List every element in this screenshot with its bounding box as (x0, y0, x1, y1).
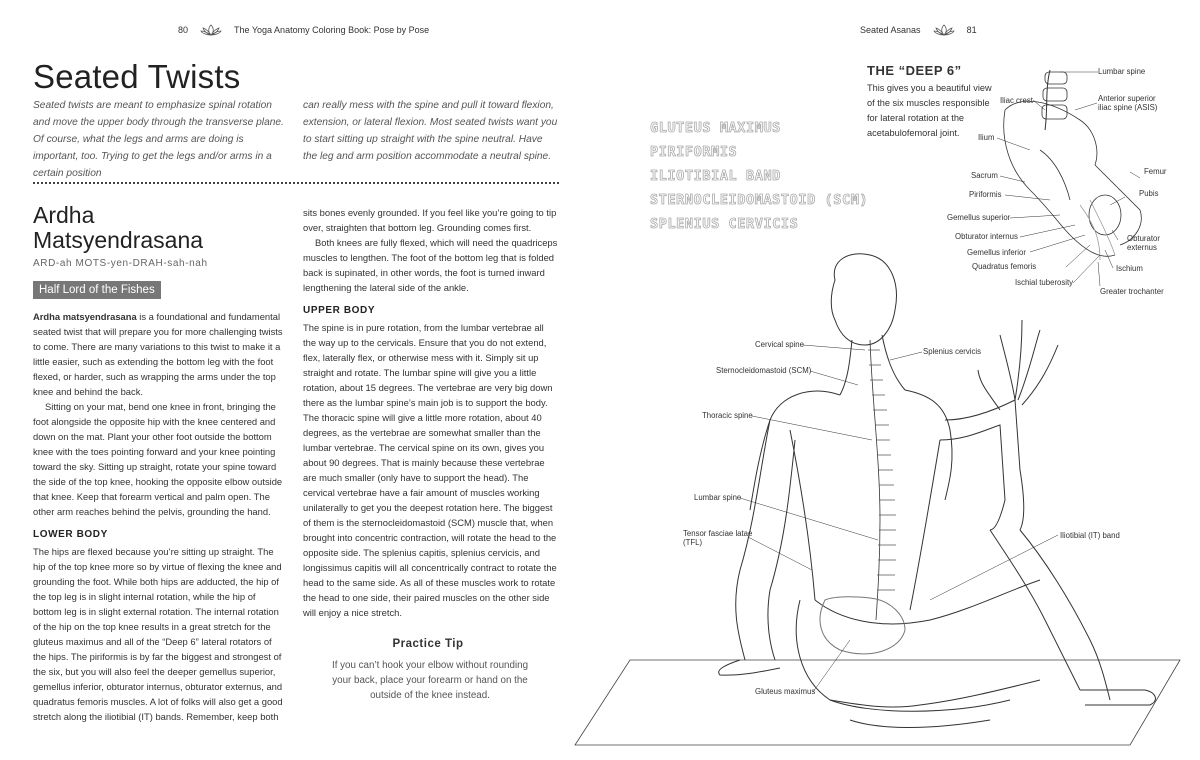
label-scm: Sternocleidomastoid (SCM) (716, 366, 812, 375)
yoga-mat (575, 660, 1180, 745)
label-iliac-crest: Iliac crest (1000, 96, 1033, 105)
left-page-number: 80 (178, 25, 189, 35)
paragraph-knees: Both knees are fully flexed, which will need the quadriceps muscles to lengthen. The foot of the bottom leg that is folded back is supinated, in other words, the foot is turned inward lengthening the lateral side of the ankle. (303, 237, 558, 293)
lower-body-heading: LOWER BODY (33, 529, 108, 540)
color-key-iliotibial-band: ILIOTIBIAL BAND (650, 168, 781, 184)
label-obturator-internus: Obturator internus (955, 232, 1018, 241)
label-sacrum: Sacrum (971, 171, 998, 180)
label-ilium: Ilium (978, 133, 995, 142)
label-cervical-spine: Cervical spine (755, 340, 804, 349)
paragraph-grounding: sits bones evenly grounded. If you feel like you’re going to tip over, straighten that bottom leg. Grounding comes first. (303, 207, 557, 233)
paragraph-upper-body: The spine is in pure rotation, from the lumbar vertebrae all the way up to the cervicals. Ensure that you do not extend, flex, laterally flex, or otherwise mess with it. Simply sit up straight and rotate. The lumbar spine will give you a little rotation, about 15 degrees. The vertebrae are very big down there as the lumbar spine’s main job is to support the body. The thoracic spine will give a little more rotation, about 40 degrees, as the vertebrae are somewhat smaller than the lumbar vertebrae. The cervical spine on its own, gives you about 90 degrees. That is mainly because these vertebrae are much smaller (only have to support the head). The cervical vertebrae have a fair amount of muscles working unilaterally to get you the deepest rotation here. The biggest of them is the sternocleidomastoid (SCM) muscle that, when brought into concentric contraction, will rotate the head to the opposite side. The splenius capitis, splenius cervicis, and longissimus capitis will all concentrically contract to rotate the head to the same side. As all of these muscles work to rotate the head to one side, their paired muscles on the other side will enjoy a nice stretch. (303, 322, 557, 618)
pose-name-line2: Matsyendrasana (33, 227, 204, 253)
label-asis: Anterior superior iliac spine (ASIS) (1098, 94, 1158, 112)
deep6-text: This gives you a beautiful view of the six muscles responsible for lateral rotation at the acetabulofemoral joint. (867, 83, 992, 138)
label-femur: Femur (1144, 167, 1167, 176)
upper-body-heading: UPPER BODY (303, 305, 376, 316)
label-lumbar-spine-inset: Lumbar spine (1098, 67, 1146, 76)
label-ischium: Ischium (1116, 264, 1143, 273)
label-splenius-cervicis: Splenius cervicis (923, 347, 982, 356)
label-greater-trochanter: Greater trochanter (1100, 287, 1164, 296)
pronunciation: ARD-ah MOTS-yen-DRAH-sah-nah (33, 258, 208, 269)
label-pubis: Pubis (1139, 189, 1159, 198)
label-piriformis-inset: Piriformis (969, 190, 1002, 199)
label-lumbar-spine: Lumbar spine (694, 493, 742, 502)
label-gemellus-superior: Gemellus superior (947, 213, 1011, 222)
label-quadratus-femoris: Quadratus femoris (972, 262, 1037, 271)
paragraph-setup: Sitting on your mat, bend one knee in front, bringing the foot alongside the opposite hip with the knee centered and down on the mat. Plant your other foot outside the bottom knee with the toes pointing forward and your knee pointing toward the sky. Sitting up straight, rotate your spine toward the side of the top knee, hooking the opposite elbow outside that knee. Keep that forearm vertical and palm open. The other arm reaches behind the pelvis, grounding the hand. (33, 401, 283, 517)
paragraph-intro: Ardha matsyendrasana is a foundational and fundamental seated twist that will prepare you for more challenging twists to come. There are many variations to this twist to make it a little easier, such as extending the bottom leg with the foot flexed, or harder, such as wrapping the arms under the top knee and behind the back. (33, 311, 283, 397)
label-gemellus-inferior: Gemellus inferior (967, 248, 1026, 257)
color-key-splenius-cervicis: SPLENIUS CERVICIS (650, 216, 799, 232)
label-gluteus-maximus: Gluteus maximus (755, 687, 816, 696)
book-title: The Yoga Anatomy Coloring Book: Pose by Pose (234, 25, 430, 35)
practice-tip-title: Practice Tip (392, 638, 464, 650)
color-key-scm: STERNOCLEIDOMASTOID (SCM) (650, 192, 869, 208)
intro-col2: can really mess with the spine and pull it toward flexion, extension, or lateral flexion. Most seated twists want you to start sitting up straight with the spine neutral. Have the leg and arm position accommodate a neutral spine. (303, 100, 558, 162)
right-page-number: 81 (966, 25, 977, 35)
practice-tip-text: If you can’t hook your elbow without rounding your back, place your forearm or hand on the outside of the knee instead. (331, 660, 529, 701)
seated-twist-figure (719, 254, 1156, 728)
label-tfl: Tensor fasciae latae (TFL) (683, 529, 753, 547)
intro-col1: Seated twists are meant to emphasize spinal rotation and move the upper body through the transverse plane. Of course, what the legs and arms are doing is important, too. Trying to get the legs and/or arms in a certain position (33, 100, 284, 179)
label-thoracic-spine: Thoracic spine (702, 411, 753, 420)
english-name-badge: Half Lord of the Fishes (33, 281, 161, 299)
paragraph-lower-body: The hips are flexed because you’re sitting up straight. The hip of the top knee more so by virtue of flexing the knee and grounding the foot. While both hips are adducted, the hip of the top leg is in slight internal rotation, while the hip of bottom leg is in slight external rotation. The internal rotation of the hip on the top knee results in a great stretch for the gluteus maximus and all of the “Deep 6” lateral rotators of the hips. The piriformis is by far the biggest and strongest of the six, but you will also feel the deeper gemellus superior, gemellus inferior, obturator internus, obturator externus, and quadratus femoris muscles. A lot of folks will also get a good stretch along the iliotibial (IT) bands. Remember, keep both (33, 546, 283, 722)
pose-name-line1: Ardha (33, 202, 95, 228)
label-ischial-tuberosity: Ischial tuberosity (1015, 278, 1074, 287)
color-key-piriformis: PIRIFORMIS (650, 144, 738, 160)
color-key-gluteus-maximus: GLUTEUS MAXIMUS (650, 120, 781, 136)
label-it-band: Iliotibial (IT) band (1060, 531, 1120, 540)
label-obturator-externus: Obturator externus (1127, 234, 1160, 252)
pose-term: Ardha matsyendrasana (33, 311, 137, 322)
section-title: Seated Twists (33, 58, 241, 95)
section-name: Seated Asanas (860, 25, 921, 35)
deep6-title: THE “DEEP 6” (867, 63, 962, 78)
